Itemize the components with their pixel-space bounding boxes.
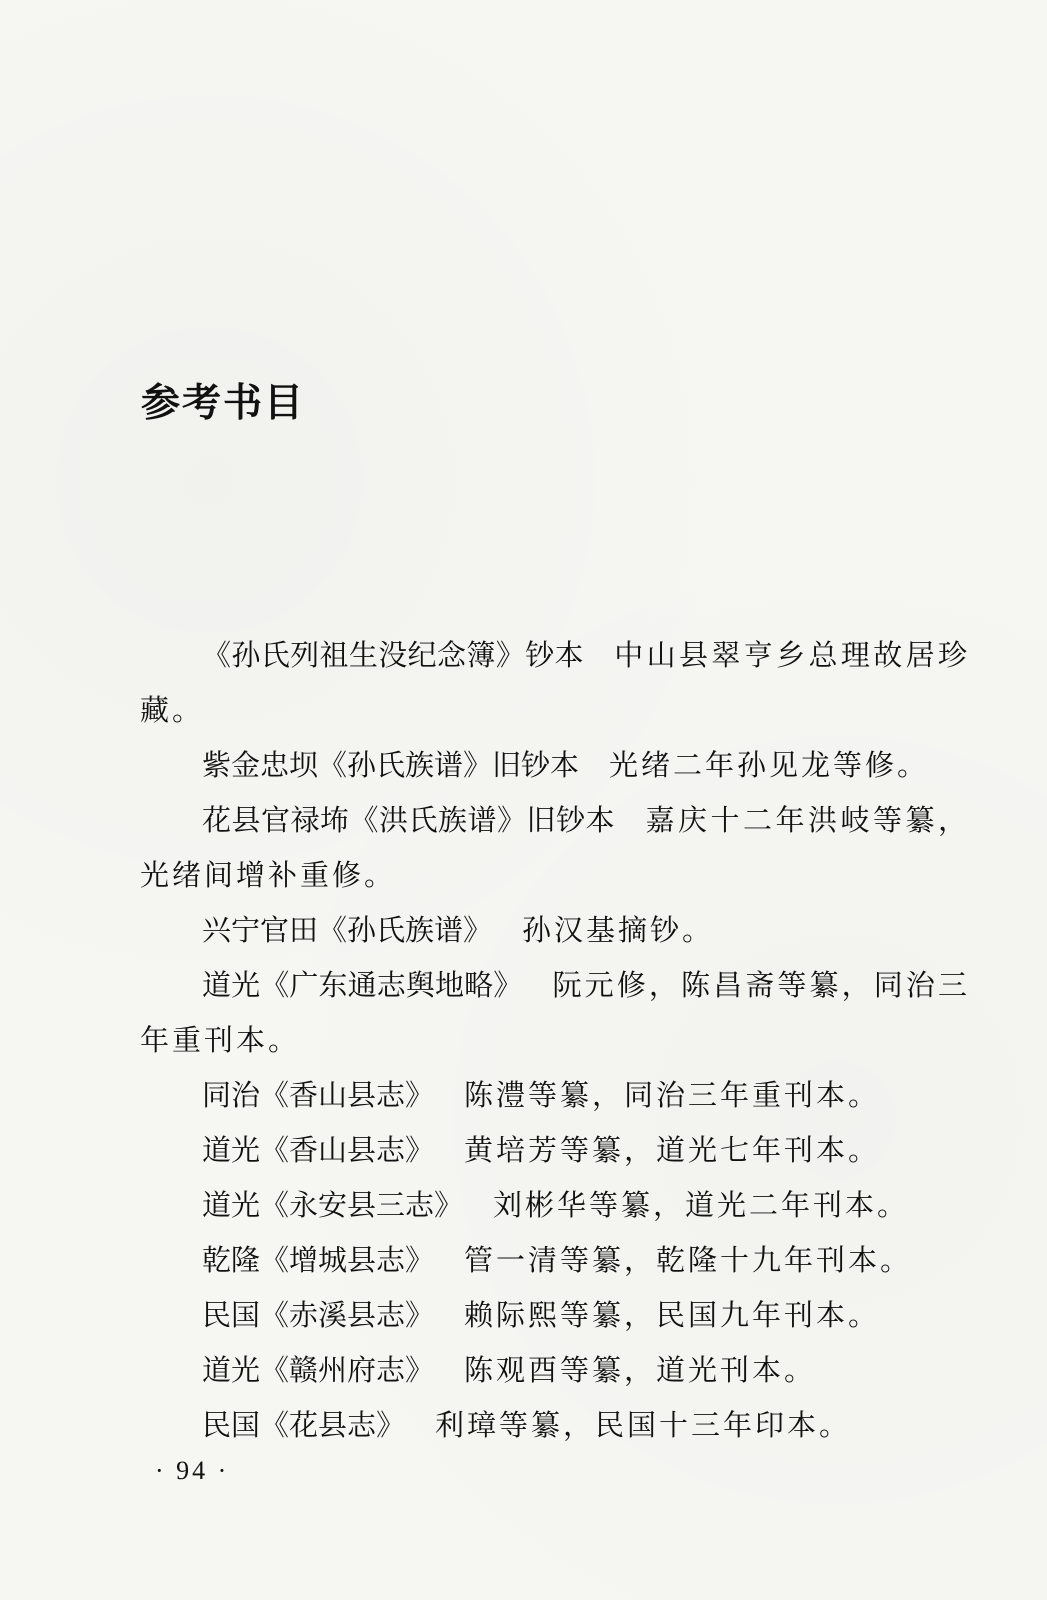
bibliography-entry [140,958,970,1068]
bibliography-entry [140,1343,970,1398]
entry-title: 花县官禄㘵《洪氏族谱》旧钞本 [202,803,615,837]
entry-note: 刘彬华等纂，道光二年刊本。 [493,1188,910,1222]
bibliography-entry [140,1233,970,1288]
entry-note: 中山县翠亨乡总理故居珍藏。 [140,638,970,727]
entry-note: 黄培芳等纂，道光七年刊本。 [464,1133,881,1167]
entry-title: 《孙氏列祖生没纪念簿》钞本 [202,638,584,672]
bibliography-entry [140,1398,970,1453]
bibliography-entry [140,738,970,793]
entry-note: 孙汉基摘钞。 [522,913,715,947]
entry-title: 道光《赣州府志》 [202,1353,435,1387]
entry-title: 民国《赤溪县志》 [202,1298,435,1332]
bibliography-entry [140,1068,970,1123]
entry-title: 同治《香山县志》 [202,1078,435,1112]
entry-note: 阮元修，陈昌斋等纂，同治三年重刊本。 [140,968,970,1057]
entry-note: 赖际熙等纂，民国九年刊本。 [464,1298,881,1332]
bibliography-entry [140,628,970,738]
bibliography-entry [140,1123,970,1178]
entry-title: 乾隆《增城县志》 [202,1243,435,1277]
entry-title: 民国《花县志》 [202,1408,406,1442]
bibliography-entry [140,793,970,903]
entry-note: 利璋等纂，民国十三年印本。 [435,1408,852,1442]
page-number: · 94 · [155,1456,230,1485]
entry-note: 嘉庆十二年洪岐等纂，光绪间增补重修。 [140,803,970,892]
entry-title: 兴宁官田《孙氏族谱》 [202,913,493,947]
entry-title: 道光《永安县三志》 [202,1188,464,1222]
entry-note: 管一清等纂，乾隆十九年刊本。 [464,1243,913,1277]
bibliography-entry [140,1178,970,1233]
entry-title: 道光《香山县志》 [202,1133,435,1167]
entry-title: 道光《广东通志舆地略》 [202,968,523,1002]
section-heading: 参考书目 [141,381,306,426]
entry-note: 陈澧等纂，同治三年重刊本。 [464,1078,881,1112]
bibliography-entry [140,903,970,958]
entry-note: 光绪二年孙见龙等修。 [609,748,930,782]
entry-note: 陈观酉等纂，道光刊本。 [464,1353,817,1387]
bibliography-list [140,628,970,1453]
bibliography-entry [140,1288,970,1343]
entry-title: 紫金忠坝《孙氏族谱》旧钞本 [202,748,580,782]
